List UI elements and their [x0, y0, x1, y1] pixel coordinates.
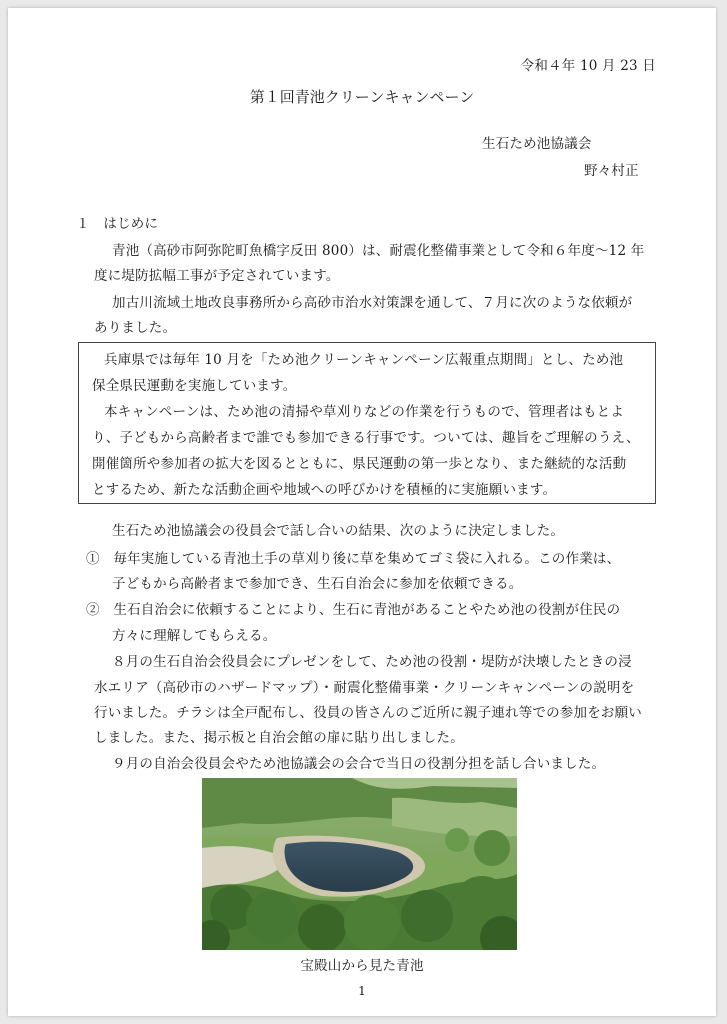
paragraph-line: 度に堤防拡幅工事が予定されています。	[94, 268, 340, 284]
quote-line: 本キャンペーンは、ため池の清掃や草刈りなどの作業を行うもので、管理者はもとよ	[104, 404, 625, 420]
quote-line: 兵庫県では毎年 10 月を「ため池クリーンキャンペーン広報重点期間」とし、ため池	[104, 352, 624, 368]
paragraph-line: ９月の自治会役員会やため池協議会の会合で当日の役割分担を話し合いました。	[112, 756, 606, 772]
paragraph-line: 水エリア（高砂市のハザードマップ）・耐震化整備事業・クリーンキャンペーンの説明を	[94, 680, 635, 696]
document-title: 第１回青池クリーンキャンペーン	[249, 88, 475, 106]
list-item-1-continued: 子どもから高齢者まで参加でき、生石自治会に参加を依頼できる。	[112, 576, 523, 592]
list-item-1: ① 毎年実施している青池土手の草刈り後に草を集めてゴミ袋に入れる。この作業は、	[86, 551, 621, 567]
decision-intro: 生石ため池協議会の役員会で話し合いの結果、次のように決定しました。	[112, 523, 565, 539]
quote-line: 開催箇所や参加者の拡大を図るとともに、県民運動の第一歩となり、また継続的な活動	[92, 456, 627, 472]
paragraph-line: 行いました。チラシは全戸配布し、役員の皆さんのご近所に親子連れ等での参加をお願い	[94, 705, 642, 721]
document-page	[8, 8, 716, 1016]
paragraph-line: 青池（高砂市阿弥陀町魚橋字反田 800）は、耐震化整備事業として令和６年度～12 年	[112, 243, 645, 259]
organization-name: 生石ため池協議会	[482, 136, 592, 152]
section-heading: １ はじめに	[76, 216, 159, 232]
paragraph-line: ８月の生石自治会役員会にプレゼンをして、ため池の役割・堤防が決壊したときの浸	[112, 654, 632, 670]
paragraph-line: ありました。	[94, 320, 177, 336]
pond-photo	[202, 778, 517, 950]
quote-line: 保全県民運動を実施しています。	[92, 378, 297, 394]
list-item-2-continued: 方々に理解してもらえる。	[112, 628, 277, 644]
photo-caption: 宝殿山から見た青池	[300, 958, 424, 974]
quote-line: とするため、新たな活動企画や地域への呼びかけを積極的に実施願います。	[92, 482, 557, 498]
page-number: 1	[358, 984, 366, 998]
list-item-2: ② 生石自治会に依頼することにより、生石に青池があることやため池の役割が住民の	[86, 602, 621, 618]
document-date: 令和４年 10 月 23 日	[520, 58, 656, 74]
quote-line: り、子どもから高齢者まで誰でも参加できる行事です。ついては、趣旨をご理解のうえ、	[92, 430, 640, 446]
author-name: 野々村正	[584, 163, 639, 179]
paragraph-line: しました。また、掲示板と自治会館の扉に貼り出しました。	[94, 730, 464, 746]
paragraph-line: 加古川流域土地改良事務所から高砂市治水対策課を通して、７月に次のような依頼が	[112, 295, 633, 311]
